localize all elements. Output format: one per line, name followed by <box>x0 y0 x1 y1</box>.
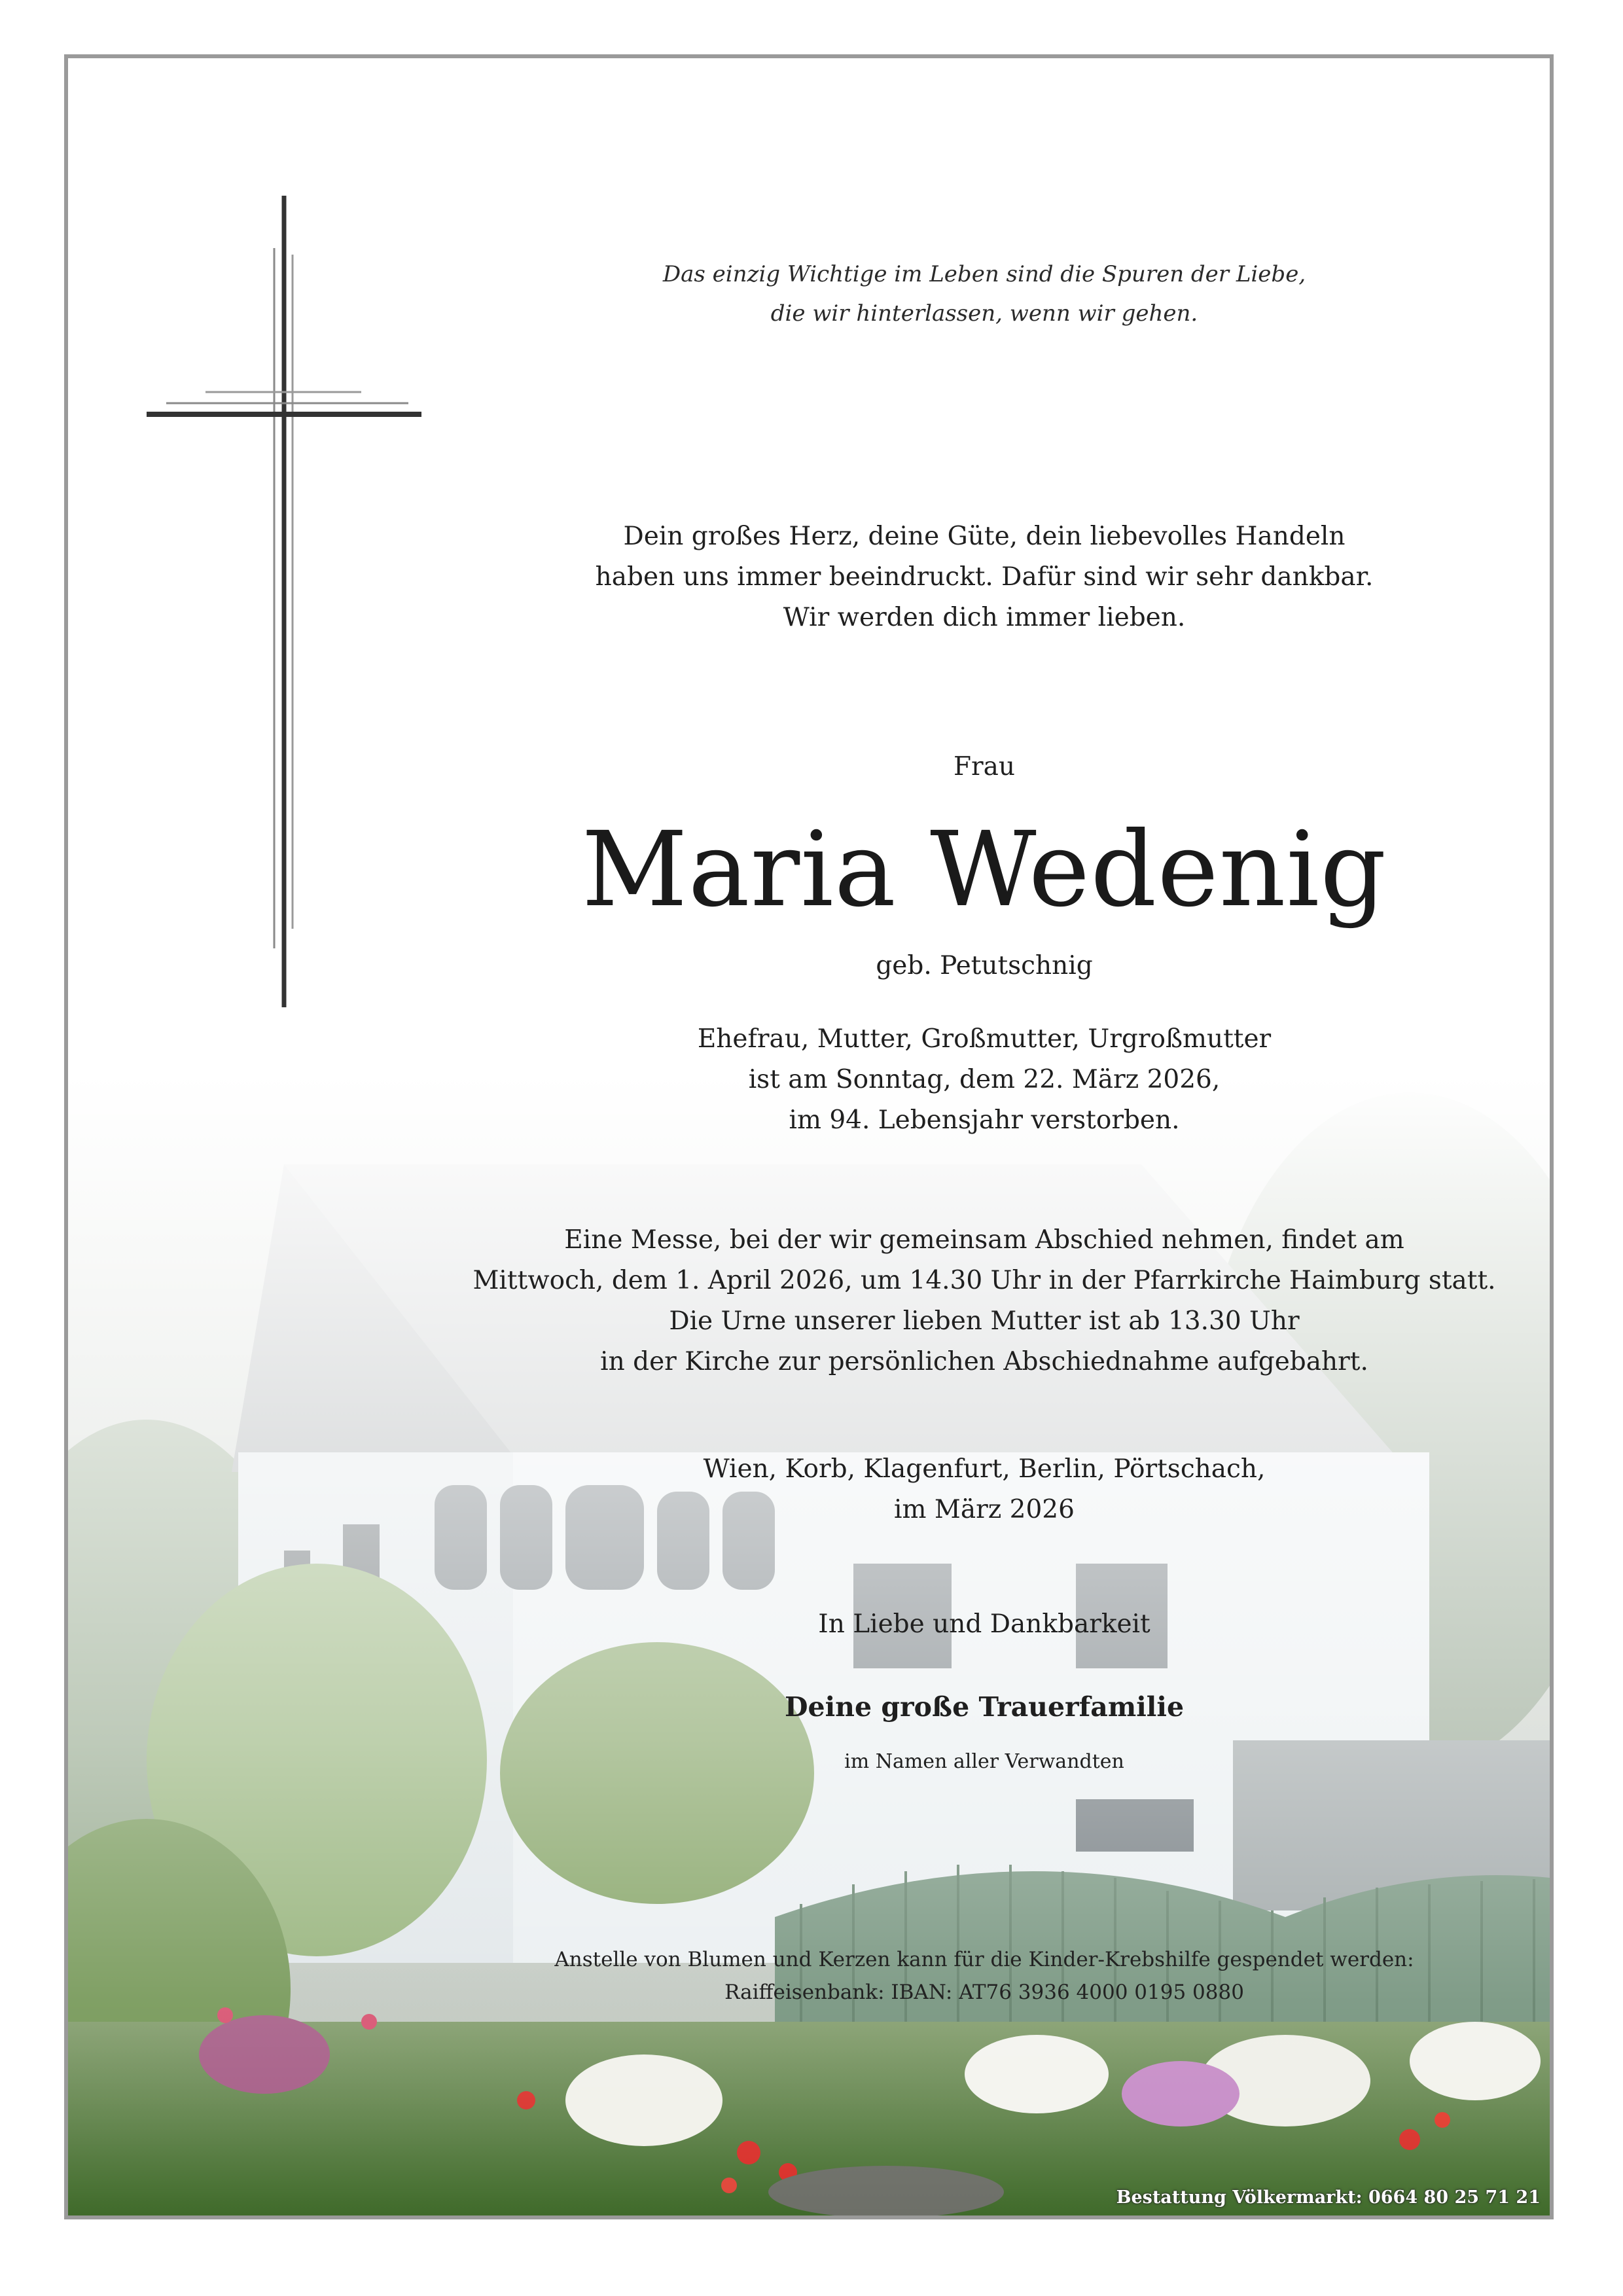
mass-line: Eine Messe, bei der wir gemeinsam Abschied nehmen, findet am <box>564 1225 1404 1255</box>
relatives-note: im Namen aller Verwandten <box>844 1750 1124 1773</box>
death-info-line: ist am Sonntag, dem 22. März 2026, <box>748 1065 1221 1094</box>
places-line: Wien, Korb, Klagenfurt, Berlin, Pörtschach, <box>703 1454 1266 1484</box>
death-info <box>408 1019 1554 1141</box>
obituary-frame <box>64 54 1554 2219</box>
verse-line: Dein großes Herz, deine Güte, dein liebevolles Handeln <box>623 522 1346 551</box>
verse <box>408 516 1554 638</box>
iban-line: Raiffeisenbank: IBAN: AT76 3936 4000 0195 0880 <box>724 1981 1244 2004</box>
donation-line: Anstelle von Blumen und Kerzen kann für die Kinder-Krebshilfe gespendet werden: <box>554 1948 1414 1971</box>
verse-line: haben uns immer beeindruckt. Dafür sind wir sehr dankbar. <box>595 562 1374 592</box>
closing-love: In Liebe und Dankbarkeit <box>818 1609 1150 1639</box>
funeral-home-contact: Bestattung Völkermarkt: 0664 80 25 71 21 <box>1116 2187 1541 2208</box>
places-date <box>408 1449 1554 1530</box>
deceased-name: Maria Wedenig <box>581 810 1387 930</box>
donation-note <box>408 1943 1554 2009</box>
mass-line: Die Urne unserer lieben Mutter ist ab 13.30 Uhr <box>669 1306 1300 1336</box>
quote <box>408 255 1554 333</box>
date-line: im März 2026 <box>894 1495 1075 1524</box>
quote-line: Das einzig Wichtige im Leben sind die Spuren der Liebe, <box>662 261 1306 287</box>
death-info-line: Ehefrau, Mutter, Großmutter, Urgroßmutter <box>697 1024 1272 1054</box>
family-signature: Deine große Trauerfamilie <box>784 1691 1185 1723</box>
mass-announcement <box>408 1220 1554 1382</box>
cross-icon <box>68 58 435 1105</box>
mass-line: in der Kirche zur persönlichen Abschiednahme aufgebahrt. <box>600 1347 1368 1376</box>
death-info-line: im 94. Lebensjahr verstorben. <box>789 1105 1180 1135</box>
mass-line: Mittwoch, dem 1. April 2026, um 14.30 Uhr in der Pfarrkirche Haimburg statt. <box>473 1266 1496 1295</box>
verse-line: Wir werden dich immer lieben. <box>783 603 1186 632</box>
birth-name: geb. Petutschnig <box>876 951 1093 980</box>
quote-line: die wir hinterlassen, wenn wir gehen. <box>770 300 1198 327</box>
salutation: Frau <box>953 752 1016 781</box>
